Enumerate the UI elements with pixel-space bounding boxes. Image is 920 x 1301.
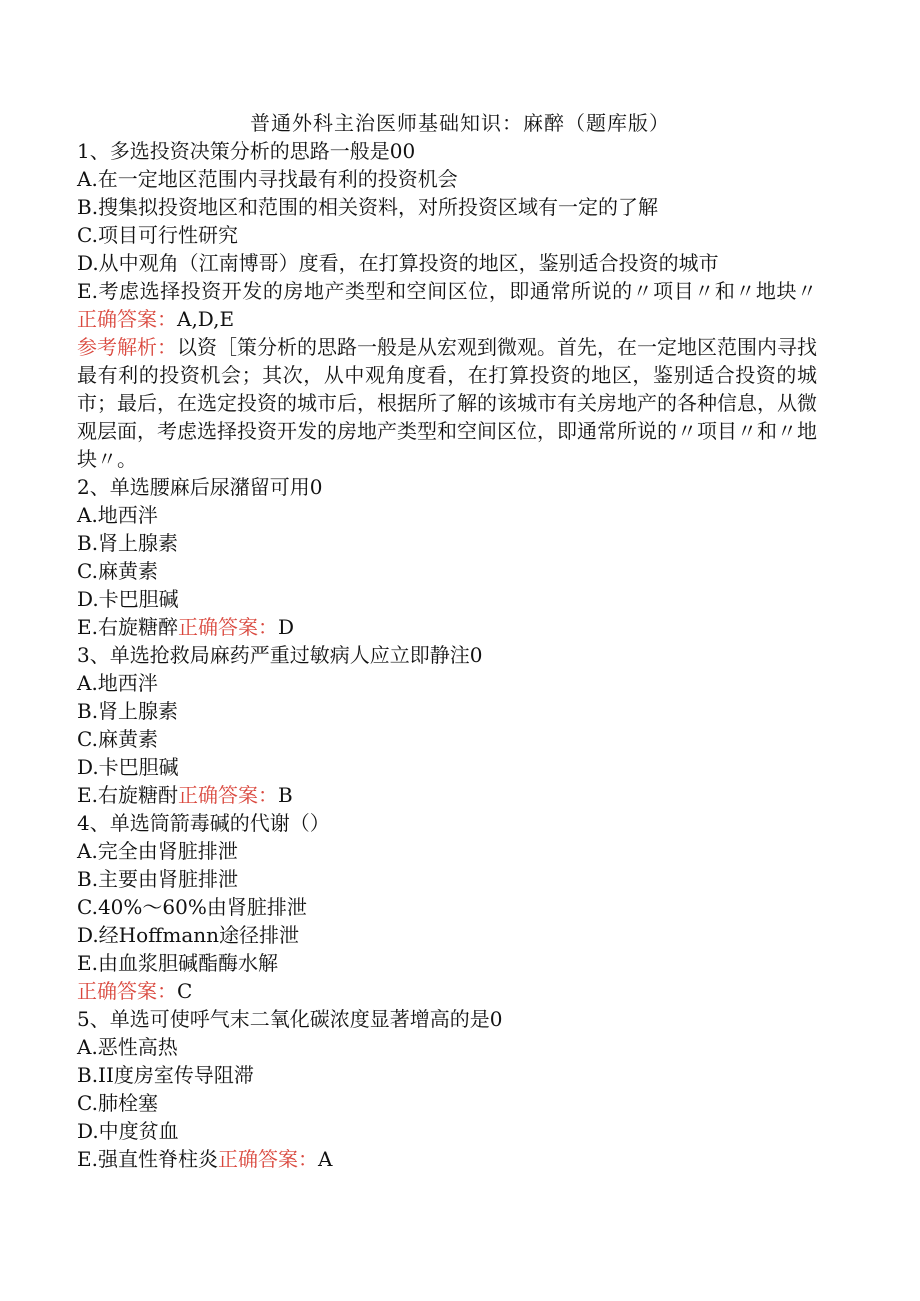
option-e-with-answer (77, 277, 817, 333)
option-a: A.地西泮 (77, 503, 158, 527)
option-d: D.卡巴胆碱 (77, 587, 179, 611)
option-e: E.由血浆胆碱酯酶水解 (77, 951, 278, 975)
option-b: B.搜集拟投资地区和范围的相关资料，对所投资区域有一定的了解 (77, 195, 659, 219)
answer-value: C (177, 979, 193, 1003)
option-c: C.肺栓塞 (77, 1091, 158, 1115)
option-a: A.恶性高热 (77, 1035, 178, 1059)
option-a: A.完全由肾脏排泄 (77, 839, 238, 863)
explanation (77, 333, 817, 473)
answer-label: 正确答案： (217, 1147, 318, 1171)
answer-label: 正确答案： (177, 615, 278, 639)
explanation-text: 以资［策分析的思路一般是从宏观到微观。首先，在一定地区范围内寻找最有利的投资机会；其次，从中观角度看，在打算投资的地区，鉴别适合投资的城市；最后，在选定投资的城市后，根据所了解的该城市有关房地产的各种信息，从微观层面，考虑选择投资开发的房地产类型和空间区位，即通常所说的〃项目〃和〃地块〃。 (77, 335, 817, 471)
option-e-with-answer (77, 1145, 817, 1173)
question-stem: 5、单选可使呼气末二氧化碳浓度显著增高的是0 (77, 1007, 503, 1031)
question-stem: 3、单选抢救局麻药严重过敏病人应立即静注0 (77, 643, 483, 667)
option-c: C.40%～60%由肾脏排泄 (77, 895, 307, 919)
question-stem: 4、单选筒箭毒碱的代谢（） (77, 811, 330, 835)
option-e: E.右旋糖醉 (77, 615, 178, 639)
question-stem: 2、单选腰麻后尿潴留可用0 (77, 475, 323, 499)
answer-value: D (277, 615, 295, 639)
option-d: D.经Hoffmann途径排泄 (77, 923, 300, 947)
explanation-label: 参考解析： (77, 335, 177, 359)
option-d: D.中度贫血 (77, 1119, 179, 1143)
answer-label: 正确答案： (77, 979, 177, 1003)
answer-value: A (317, 1147, 333, 1171)
answer-label: 正确答案： (77, 307, 177, 331)
option-c: C.麻黄素 (77, 727, 158, 751)
answer-label: 正确答案： (177, 783, 278, 807)
option-e: E.强直性脊柱炎 (77, 1147, 218, 1171)
option-e: E.考虑选择投资开发的房地产类型和空间区位，即通常所说的〃项目〃和〃地块〃 (77, 279, 817, 303)
option-e: E.右旋糖酎 (77, 783, 178, 807)
option-c: C.项目可行性研究 (77, 223, 238, 247)
document-title: 普通外科主治医师基础知识：麻醉（题库版） (250, 111, 670, 135)
question-stem: 1、多选投资决策分析的思路一般是00 (77, 139, 416, 163)
option-b: B.主要由肾脏排泄 (77, 867, 239, 891)
option-e-with-answer (77, 781, 817, 809)
option-e-with-answer (77, 613, 817, 641)
option-a: A.地西泮 (77, 671, 158, 695)
option-d: D.卡巴胆碱 (77, 755, 179, 779)
answer-value: A,D,E (177, 307, 235, 331)
option-c: C.麻黄素 (77, 559, 158, 583)
option-d: D.从中观角（江南博哥）度看，在打算投资的地区，鉴别适合投资的城市 (77, 251, 719, 275)
option-b: B.肾上腺素 (77, 699, 179, 723)
answer-value: B (277, 783, 293, 807)
question-list (77, 137, 817, 1173)
option-b: B.肾上腺素 (77, 531, 179, 555)
answer-line (77, 977, 817, 1005)
option-a: A.在一定地区范围内寻找最有利的投资机会 (77, 167, 458, 191)
option-b: B.II度房室传导阻滞 (77, 1063, 254, 1087)
